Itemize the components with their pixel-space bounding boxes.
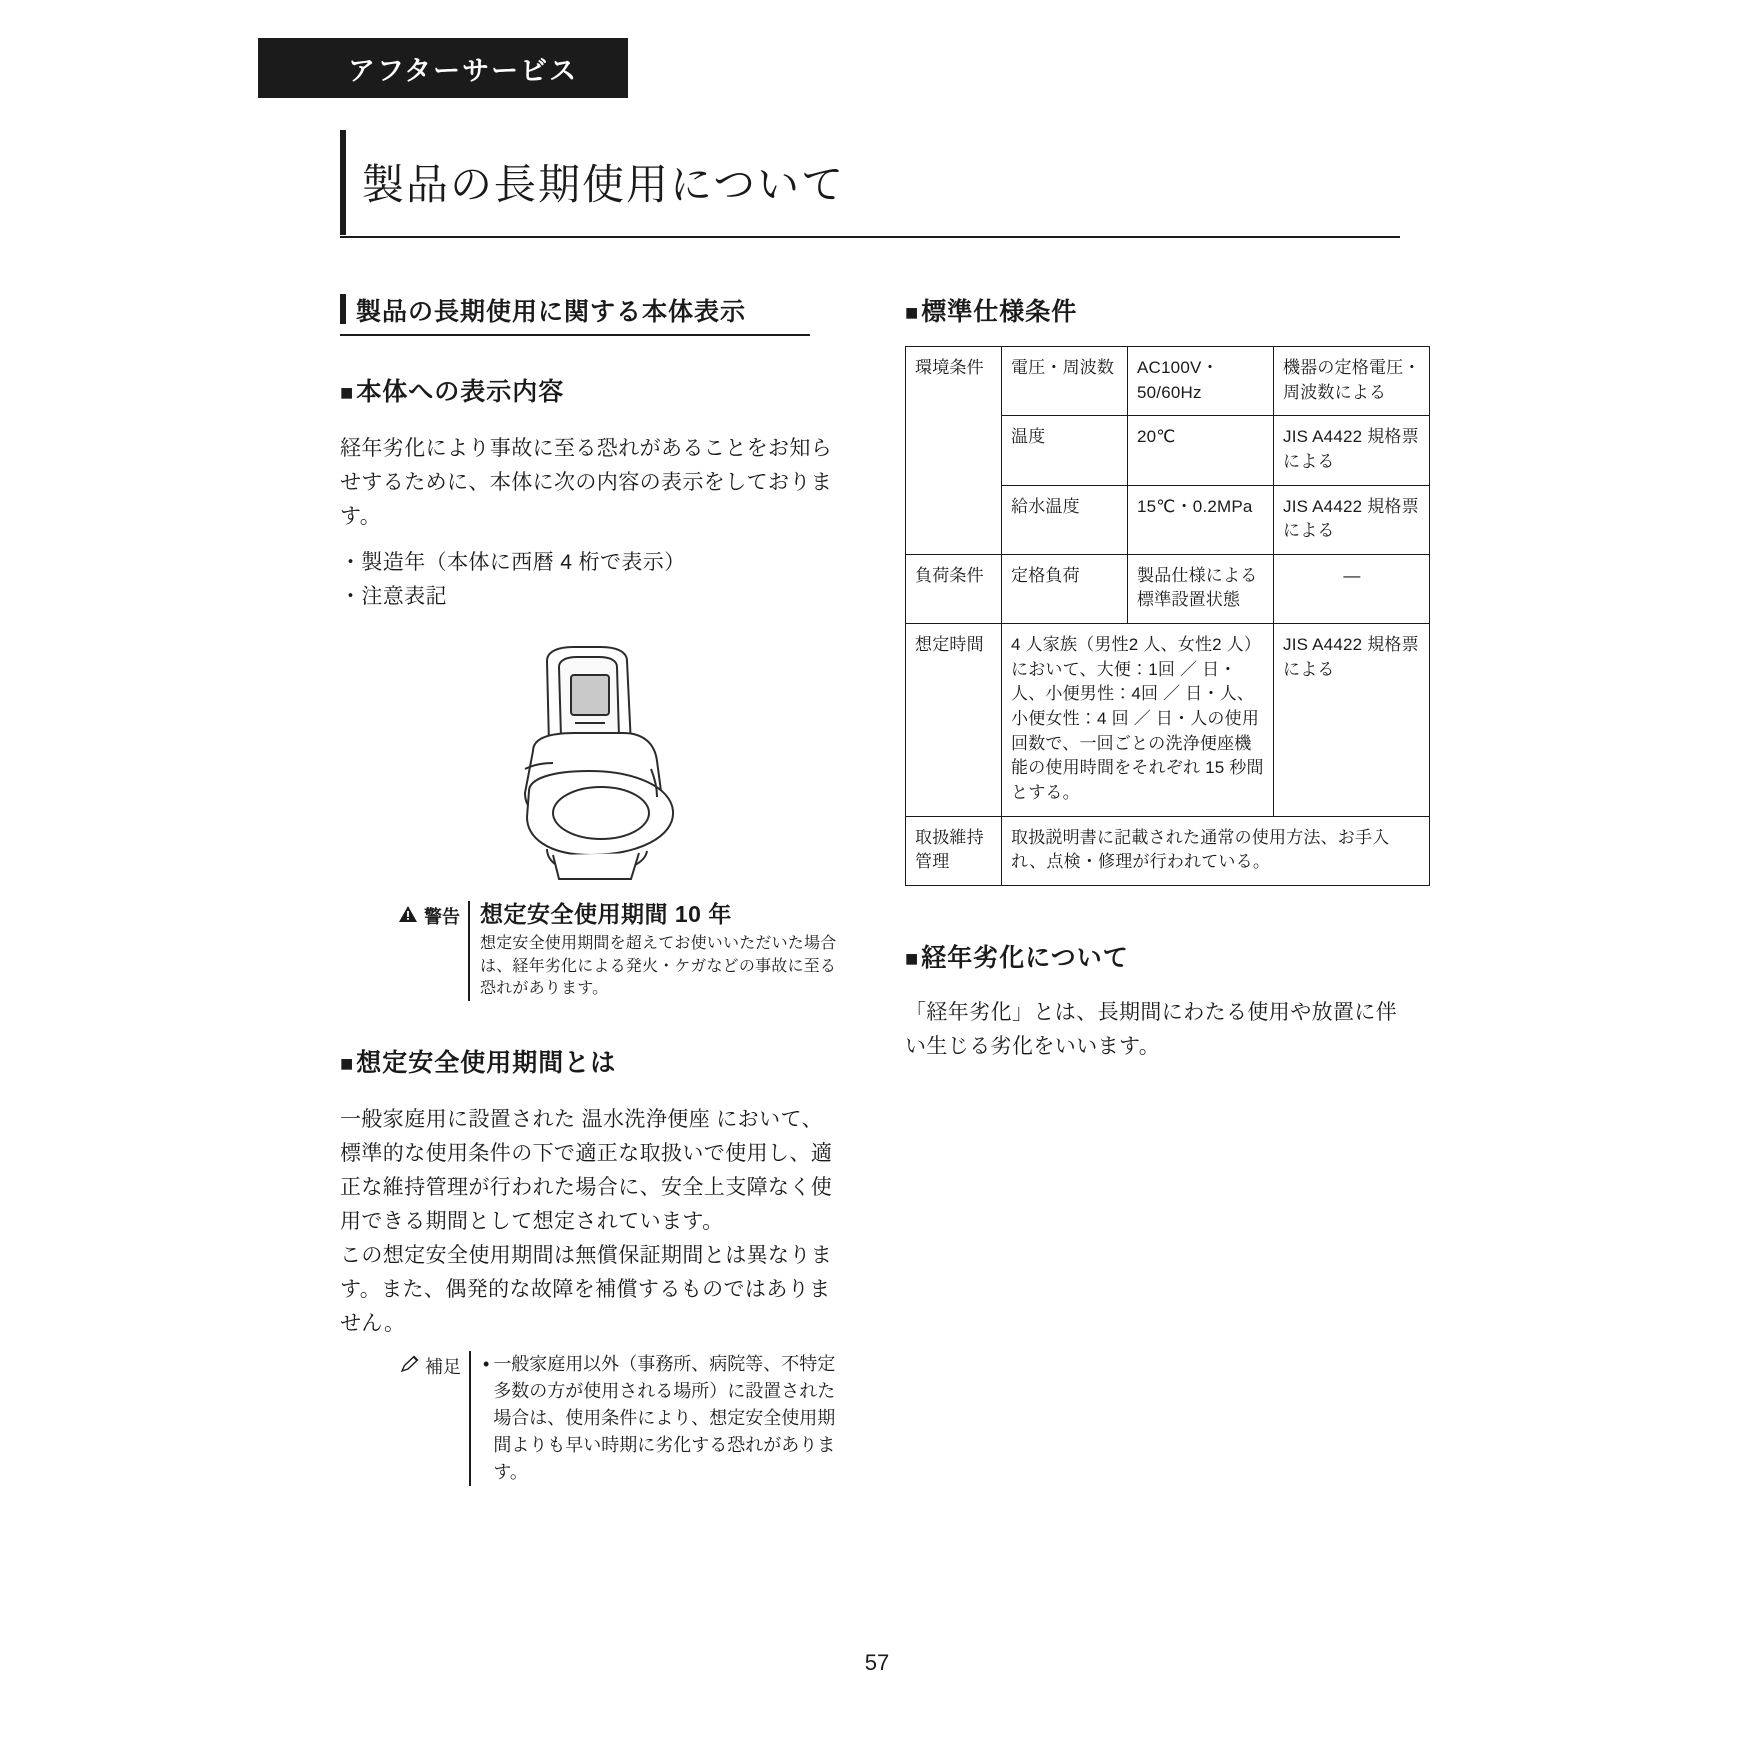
page-title-rule bbox=[340, 236, 1400, 238]
page-number: 57 bbox=[864, 1650, 890, 1675]
warning-title: 想定安全使用期間 10 年 bbox=[480, 901, 732, 928]
warning-label bbox=[398, 901, 460, 929]
chapter-tab bbox=[258, 38, 628, 98]
table-row bbox=[906, 624, 1430, 816]
subheading-safe-use-period-label: 想定安全使用期間とは bbox=[356, 1048, 617, 1077]
warning-label-text: 警告 bbox=[424, 907, 460, 928]
toilet-washlet-illustration bbox=[455, 641, 725, 891]
cell-note: JIS A4422 規格票による bbox=[1274, 416, 1430, 485]
cell-item: 取扱説明書に記載された通常の使用方法、お手入れ、点検・修理が行われている。 bbox=[1002, 816, 1430, 885]
standard-spec-table bbox=[905, 346, 1430, 886]
warning-block bbox=[340, 901, 840, 1001]
cell-note: 機器の定格電圧・周波数による bbox=[1274, 347, 1430, 416]
page-title-accent-bar bbox=[340, 130, 346, 235]
square-bullet-icon: ■ bbox=[905, 300, 920, 325]
heading-standard-spec-conditions bbox=[905, 292, 1400, 328]
subheading-display-content bbox=[340, 372, 840, 408]
cell-category: 取扱維持管理 bbox=[906, 816, 1002, 885]
cell-value: 20℃ bbox=[1128, 416, 1274, 485]
supplement-note-text: 一般家庭用以外（事務所、病院等、不特定多数の方が使用される場所）に設置された場合は、使用条件により、想定安全使用期間よりも早い時期に劣化する恐れがあります。 bbox=[493, 1354, 836, 1483]
warning-triangle-icon bbox=[398, 905, 418, 928]
table-row bbox=[906, 554, 1430, 623]
right-column bbox=[905, 292, 1421, 1064]
cell-category: 想定時間 bbox=[906, 624, 1002, 816]
cell-value: AC100V・50/60Hz bbox=[1128, 347, 1274, 416]
cell-item: 電圧・周波数 bbox=[1002, 347, 1128, 416]
cell-item: 給水温度 bbox=[1002, 485, 1128, 554]
display-content-bullet-2: ・注意表記 bbox=[340, 584, 447, 608]
cell-category: 環境条件 bbox=[906, 347, 1002, 555]
section-heading-body-display bbox=[340, 292, 810, 336]
warning-body: 想定安全使用期間を超えてお使いいただいた場合は、経年劣化による発火・ケガなどの事故に至る恐れがあります。 bbox=[480, 934, 837, 998]
square-bullet-icon: ■ bbox=[340, 1050, 355, 1076]
supplement-note-label-text: 補足 bbox=[425, 1357, 461, 1378]
section-heading-label: 製品の長期使用に関する本体表示 bbox=[356, 298, 747, 326]
heading-standard-spec-conditions-label: 標準仕様条件 bbox=[921, 298, 1078, 326]
page-title-block bbox=[340, 130, 1400, 240]
cell-note: JIS A4422 規格票による bbox=[1274, 485, 1430, 554]
cell-value: 製品仕様による標準設置状態 bbox=[1128, 554, 1274, 623]
subheading-display-content-label: 本体への表示内容 bbox=[356, 378, 565, 406]
cell-note: — bbox=[1274, 554, 1430, 623]
safe-use-period-paragraph-1: 一般家庭用に設置された 温水洗浄便座 において、標準的な使用条件の下で適正な取扱いで使用し、適正な維持管理が行われた場合に、安全上支障なく使用できる期間として想定されています。 bbox=[340, 1107, 833, 1234]
supplement-note-block bbox=[400, 1351, 840, 1486]
heading-aging-deterioration bbox=[905, 938, 1400, 974]
cell-item: 温度 bbox=[1002, 416, 1128, 485]
display-content-bullet-1: ・製造年（本体に西暦 4 桁で表示） bbox=[340, 551, 686, 575]
aging-deterioration-paragraph: 「経年劣化」とは、長期間にわたる使用や放置に伴い生じる劣化をいいます。 bbox=[905, 1000, 1398, 1058]
square-bullet-icon: ■ bbox=[905, 945, 920, 971]
chapter-tab-label: アフターサービス bbox=[348, 55, 579, 86]
table-row bbox=[906, 347, 1430, 416]
heading-aging-deterioration-label: 経年劣化について bbox=[921, 943, 1129, 972]
subheading-safe-use-period bbox=[340, 1043, 840, 1079]
left-column bbox=[340, 292, 840, 1486]
safe-use-period-paragraph-2: この想定安全使用期間は無償保証期間とは異なります。また、偶発的な故障を補償するものではありません。 bbox=[340, 1244, 833, 1336]
note-bullet-dot: • bbox=[483, 1354, 490, 1375]
warning-content bbox=[468, 901, 840, 1001]
page-title: 製品の長期使用について bbox=[362, 161, 846, 208]
pencil-icon bbox=[400, 1355, 420, 1378]
cell-item: 4 人家族（男性2 人、女性2 人）において、大便：1回 ／ 日・人、小便男性：4回 ／ 日・人、小便女性：4 回 ／ 日・人の使用回数で、一回ごとの洗浄便座機能の使用時間をそれぞれ 15 秒間とする。 bbox=[1002, 624, 1274, 816]
cell-note: JIS A4422 規格票による bbox=[1274, 624, 1430, 816]
square-bullet-icon: ■ bbox=[340, 380, 355, 405]
cell-value: 15℃・0.2MPa bbox=[1128, 485, 1274, 554]
display-content-paragraph: 経年劣化により事故に至る恐れがあることをお知らせするために、本体に次の内容の表示をしております。 bbox=[340, 437, 833, 529]
supplement-note-label bbox=[400, 1351, 461, 1379]
cell-category: 負荷条件 bbox=[906, 554, 1002, 623]
supplement-note-content bbox=[469, 1351, 840, 1486]
table-row bbox=[906, 816, 1430, 885]
cell-item: 定格負荷 bbox=[1002, 554, 1128, 623]
